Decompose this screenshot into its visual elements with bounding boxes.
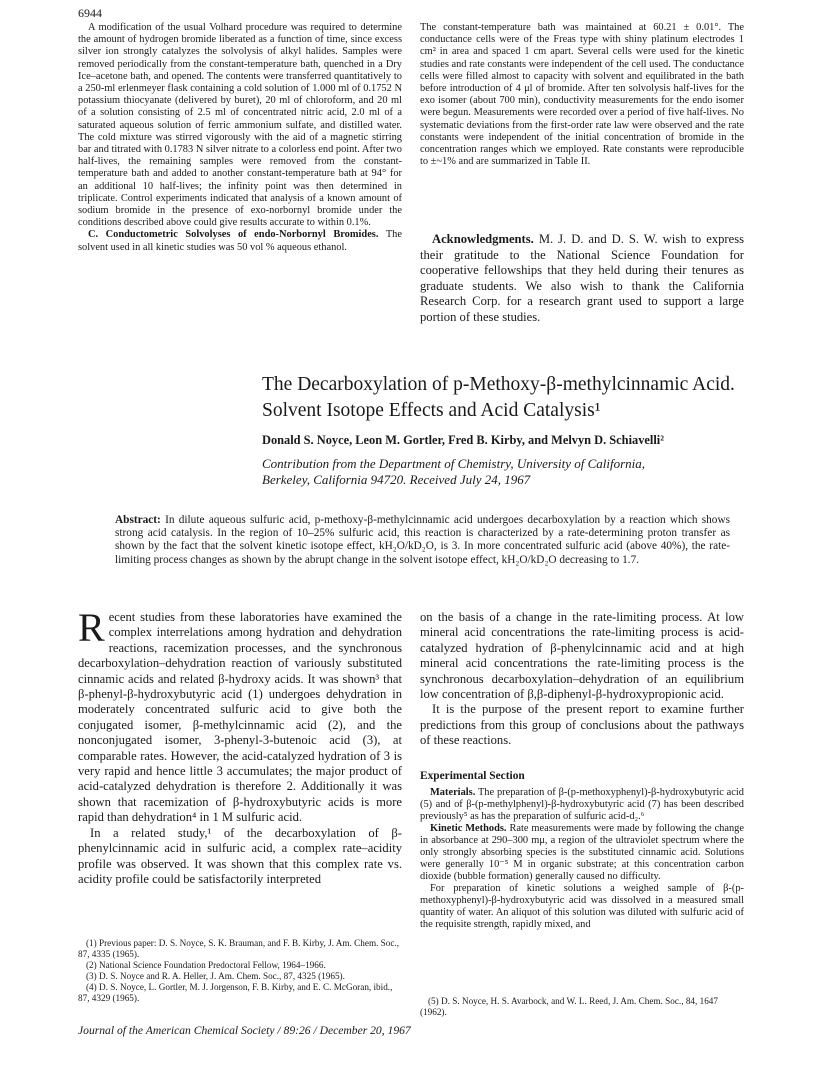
- conductometric-paragraph: The solvent used in all kinetic studies was 50 vol % aqueous ethanol.: [78, 229, 402, 253]
- materials-text: The preparation of β-(p-methoxyphenyl)-β-hydroxybutyric acid (5) and of β-(p-methylphenyl)-β-hydroxybutyric acid (7) has been described previously⁵ as has the preparation of sulfuric acid-d₂.⁶: [420, 787, 744, 822]
- journal-footer: Journal of the American Chemical Society / 89:26 / December 20, 1967: [78, 1024, 411, 1037]
- title-line-1: The Decarboxylation of p-Methoxy-β-methylcinnamic Acid.: [262, 374, 735, 395]
- purpose-paragraph: It is the purpose of the present report to examine further predictions from this group of conclusions about the pathways of these reactions.: [420, 702, 744, 748]
- abstract: [115, 514, 730, 567]
- acknowledgments-text: M. J. D. and D. S. W. wish to express their gratitude to the National Science Foundation for cooperative fellowships that they held during their tenures as graduate students. We also wish to thank the California Research Corp. for a research grant used to support a large portion of these studies.: [420, 232, 744, 324]
- volhard-paragraph: A modification of the usual Volhard procedure was required to determine the amount of hydrogen bromide liberated as a function of time, since excess silver ion strongly catalyzes the solvolysis of alkyl halides. Samples were removed periodically from the constant-temperature bath, quenched in a Dry Ice–acetone bath, and opened. The contents were transferred quantitatively to a 250-ml erlenmeyer flask containing a cold solution of 1.000 ml of 0.1752 N potassium thiocyanate (delivered by buret), 20 ml of chloroform, and 20 ml of a solution consisting of 2.5 ml of concentrated nitric acid, 2.0 ml of a saturated aqueous solution of ferric ammonium sulfate, and distilled water. The cold mixture was stirred vigorously with the aid of a magnetic stirring bar and titrated with 0.1783 N silver nitrate to a colorless end point. After two half-lives, the remaining samples were removed from the constant-temperature bath and added to another constant-temperature bath at 94° for an additional 10 half-lives; the infinity point was then determined in triplicate. Control experiments indicated that analysis of a known amount of sodium bromide in the presence of exo-norbornyl bromide under the conditions described above could give results accurate to within 0.1%.: [78, 22, 402, 229]
- rate-limiting-paragraph: on the basis of a change in the rate-limiting process. At low mineral acid concentrations the rate-limiting process is acid-catalyzed hydration of β-phenylcinnamic acid and at high mineral acid concentrations the rate-limiting process is the synchronous decarboxylation–dehydration of an equilibrium low concentration of β,β-diphenyl-β-hydroxypropionic acid.: [420, 610, 744, 702]
- affiliation-line-2: Berkeley, California 94720. Received July 24, 1967: [262, 472, 531, 487]
- footnote: (3) D. S. Noyce and R. A. Heller, J. Am. Chem. Soc., 87, 4325 (1965).: [86, 971, 345, 981]
- affiliation: [262, 456, 782, 488]
- footnotes-left: [78, 938, 402, 1004]
- page-number: 6944: [78, 6, 102, 20]
- experimental-section: [420, 762, 744, 931]
- footnote: (1) Previous paper: D. S. Noyce, S. K. Brauman, and F. B. Kirby, J. Am. Chem. Soc., 87, 4335 (1965).: [78, 938, 400, 959]
- top-right-column: [420, 22, 744, 168]
- kinetic-methods-heading: Kinetic Methods.: [430, 823, 507, 834]
- footnotes-right: [420, 996, 744, 1018]
- intro-paragraph: ecent studies from these laboratories have examined the complex interrelations among hydration and dehydration reactions, racemization processes, and the synchronous decarboxylation–dehydration reaction of variously substituted cinnamic acids and related β-hydroxy acids. It was shown³ that β-phenyl-β-hydroxybutyric acid (1) undergoes dehydration in moderately concentrated sulfuric acid to give both the conjugated isomer, β-methylcinnamic acid (2), and the nonconjugated isomer, 3-phenyl-3-butenoic acid (3), at comparable rates. However, the acid-catalyzed hydration of 3 is very rapid and hence little 3 accumulates; the major product of acid-catalyzed dehydration is therefore 2. Additionally it was shown that racemization of β-hydroxybutyric acids is more rapid than dehydration⁴ in 1 M sulfuric acid.: [78, 610, 402, 825]
- footnote: (2) National Science Foundation Predoctoral Fellow, 1964–1966.: [86, 960, 326, 970]
- bath-paragraph: The constant-temperature bath was maintained at 60.21 ± 0.01°. The conductance cells were of the Freas type with shiny platinum electrodes 1 cm² in area and spaced 1 cm apart. Several cells were used for the kinetic studies and rate constants were independent of the cell used. The conductance cells were filled almost to capacity with solvent and equilibrated in the bath before introduction of 4 μl of bromide. After ten solvolysis half-lives for the exo isomer (about 700 min), conductivity measurements for the endo isomer were begun. Measurements were recorded over a period of five half-lives. No systematic deviations from the first-order rate law were observed and the rate constants were independent of the initial concentration of bromide in the concentration ranges which we employed. Rate constants were reproducible to ±~1% and are summarized in Table II.: [420, 22, 744, 168]
- abstract-text: In dilute aqueous sulfuric acid, p-methoxy-β-methylcinnamic acid undergoes decarboxylation by a reaction which shows strong acid catalysis. In the region of 10–25% sulfuric acid, this reaction is characterized by a rate-determining proton transfer as shown by the fact that the solvent kinetic isotope effect, kH₂O/kD₂O, is 3. In more concentrated sulfuric acid (above 40%), the rate-limiting process changes as shown by the abrupt change in the solvent isotope effect, kH₂O/kD₂O decreasing to 1.7.: [115, 514, 731, 566]
- affiliation-line-1: Contribution from the Department of Chemistry, University of California,: [262, 456, 646, 471]
- authors: Donald S. Noyce, Leon M. Gortler, Fred B. Kirby, and Melvyn D. Schiavelli²: [262, 433, 664, 447]
- related-study-paragraph: In a related study,¹ of the decarboxylation of β-phenylcinnamic acid in sulfuric acid, a complex rate–acidity profile was observed. It was shown that this complex rate vs. acidity profile could be satisfactorily interpreted: [78, 825, 402, 886]
- article-title: [262, 372, 782, 424]
- drop-cap: R: [78, 605, 105, 650]
- experimental-heading: Experimental Section: [420, 770, 525, 782]
- footnote: (5) D. S. Noyce, H. S. Avarbock, and W. L. Reed, J. Am. Chem. Soc., 84, 1647 (1962).: [420, 996, 718, 1017]
- conductometric-heading: C. Conductometric Solvolyses of endo-Norbornyl Bromides.: [88, 229, 379, 241]
- footnote: (4) D. S. Noyce, L. Gortler, M. J. Jorgenson, F. B. Kirby, and E. C. McGoran, ibid., 87, 4329 (1965).: [78, 982, 393, 1003]
- abstract-label: Abstract:: [115, 514, 161, 526]
- kinetic-methods-text: Rate measurements were made by following the change in absorbance at 290–300 mμ, a region of the ultraviolet spectrum where the only strongly absorbing species is the substituted cinnamic acid. Solutions were generally 10⁻⁵ M in organic substrate; at this concentration carbon dioxide (bubble formation) generally caused no difficulty.: [420, 823, 744, 882]
- title-line-2: Solvent Isotope Effects and Acid Catalysis¹: [262, 400, 601, 421]
- acknowledgments-heading: Acknowledgments.: [432, 232, 534, 246]
- body-left-column: [78, 605, 402, 887]
- body-right-column: [420, 610, 744, 749]
- kinetic-solutions-paragraph: For preparation of kinetic solutions a weighed sample of β-(p-methoxyphenyl)-β-hydroxybutyric acid was dissolved in a measured small quantity of water. An aliquot of this solution was diluted with sulfuric acid of the requisite strength, rapidly mixed, and: [420, 883, 744, 930]
- materials-heading: Materials.: [430, 787, 476, 798]
- acknowledgments-block: [420, 232, 744, 325]
- top-left-column: [78, 22, 402, 254]
